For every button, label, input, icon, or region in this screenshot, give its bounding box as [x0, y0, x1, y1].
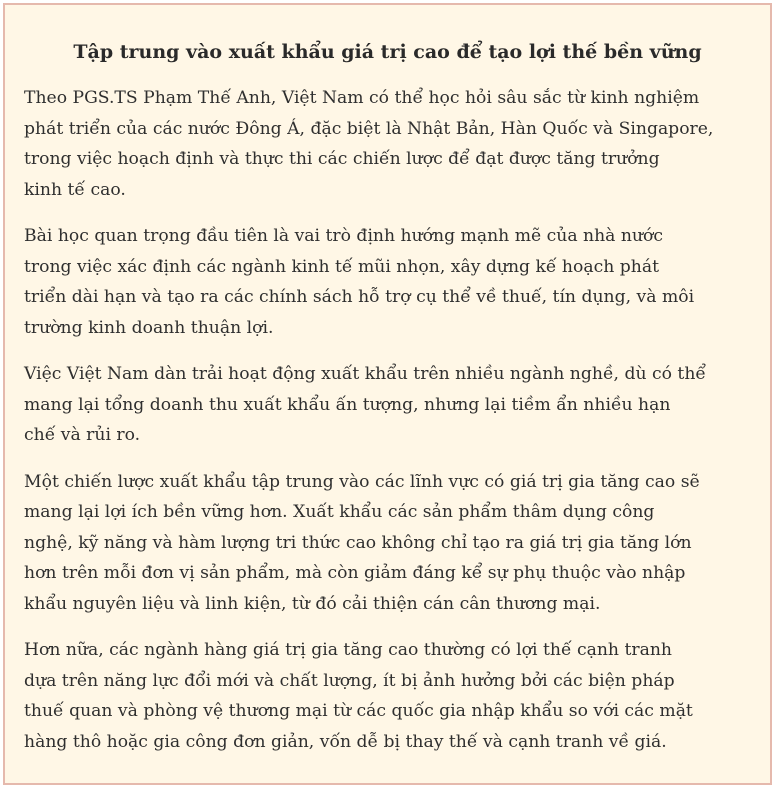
article-title: Tập trung vào xuất khẩu giá trị cao để tạo lợi thế bền vững — [73, 41, 702, 63]
paragraph-line: trường kinh doanh thuận lợi. — [24, 317, 274, 338]
paragraph-line: Hơn nữa, các ngành hàng giá trị gia tăng cao thường có lợi thế cạnh tranh — [24, 640, 672, 660]
paragraph-line: thuế quan và phòng vệ thương mại từ các quốc gia nhập khẩu so với các mặt — [24, 701, 693, 721]
paragraph-line: kinh tế cao. — [24, 179, 126, 200]
paragraph-line: trong việc hoạch định và thực thi các chiến lược để đạt được tăng trưởng — [24, 149, 660, 169]
paragraph-line: Theo PGS.TS Phạm Thế Anh, Việt Nam có thể học hỏi sâu sắc từ kinh nghiệm — [24, 88, 700, 108]
paragraph-line: triển dài hạn và tạo ra các chính sách hỗ trợ cụ thể về thuế, tín dụng, và môi — [24, 287, 695, 307]
paragraph-line: dựa trên năng lực đổi mới và chất lượng, ít bị ảnh hưởng bởi các biện pháp — [24, 670, 675, 691]
paragraph-line: Việc Việt Nam dàn trải hoạt động xuất khẩu trên nhiều ngành nghề, dù có thể — [24, 364, 706, 384]
paragraph-line: phát triển của các nước Đông Á, đặc biệt là Nhật Bản, Hàn Quốc và Singapore, — [24, 118, 714, 139]
paragraph-line: trong việc xác định các ngành kinh tế mũi nhọn, xây dựng kế hoạch phát — [24, 256, 659, 277]
paragraph-line: hơn trên mỗi đơn vị sản phẩm, mà còn giảm đáng kể sự phụ thuộc vào nhập — [24, 563, 686, 583]
paragraph-4 — [24, 467, 769, 620]
paragraph-2 — [24, 221, 769, 343]
paragraph-line: Một chiến lược xuất khẩu tập trung vào các lĩnh vực có giá trị gia tăng cao sẽ — [24, 471, 700, 492]
paragraph-line: khẩu nguyên liệu và linh kiện, từ đó cải thiện cán cân thương mại. — [24, 593, 601, 614]
paragraph-3 — [24, 359, 769, 451]
paragraph-line: mang lại tổng doanh thu xuất khẩu ấn tượng, nhưng lại tiềm ẩn nhiều hạn — [24, 394, 671, 415]
paragraph-line: Bài học quan trọng đầu tiên là vai trò định hướng mạnh mẽ của nhà nước — [24, 226, 664, 246]
paragraph-line: mang lại lợi ích bền vững hơn. Xuất khẩu các sản phẩm thâm dụng công — [24, 502, 655, 522]
paragraph-line: nghệ, kỹ năng và hàm lượng tri thức cao không chỉ tạo ra giá trị gia tăng lớn — [24, 532, 692, 553]
article-box — [3, 3, 772, 785]
paragraph-line: chế và rủi ro. — [24, 425, 141, 445]
paragraph-1 — [24, 83, 769, 205]
paragraph-line: hàng thô hoặc gia công đơn giản, vốn dễ bị thay thế và cạnh tranh về giá. — [24, 731, 667, 752]
paragraph-5 — [24, 635, 769, 757]
